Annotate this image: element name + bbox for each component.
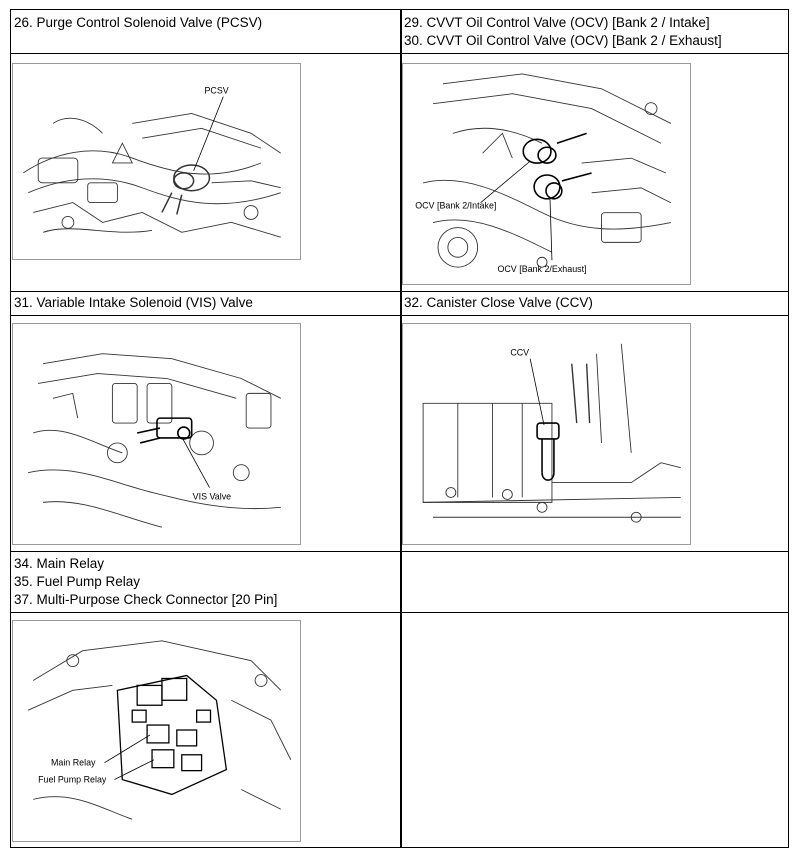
ocv-intake-title: 29. CVVT Oil Control Valve (OCV) [Bank 2 / Intake]: [404, 15, 710, 30]
vis-illustration: [12, 323, 301, 545]
ccv-title: 32. Canister Close Valve (CCV): [404, 295, 593, 310]
ccv-callout: CCV: [510, 347, 530, 358]
relay-box-illustration: [12, 620, 301, 842]
pcsv-callout: PCSV: [204, 85, 229, 96]
vis-engine-drawing: [13, 324, 300, 544]
pcsv-title: 26. Purge Control Solenoid Valve (PCSV): [14, 15, 263, 30]
vis-title: 31. Variable Intake Solenoid (VIS) Valve: [14, 295, 253, 310]
row-divider: [11, 315, 788, 316]
ocv-engine-drawing: [403, 64, 690, 284]
ccv-canister-drawing: [403, 324, 690, 544]
ocv-intake-callout: OCV [Bank 2/Intake]: [415, 200, 497, 211]
ocv-illustration: [402, 63, 691, 285]
main-relay-title: 34. Main Relay: [14, 556, 105, 571]
ocv-exhaust-title: 30. CVVT Oil Control Valve (OCV) [Bank 2 / Exhaust]: [404, 33, 722, 48]
row-divider: [11, 53, 788, 54]
relay-box-drawing: [13, 621, 300, 841]
pcsv-illustration: [12, 63, 301, 260]
main-relay-callout: Main Relay: [50, 757, 96, 768]
ccv-illustration: [402, 323, 691, 545]
check-connector-title: 37. Multi-Purpose Check Connector [20 Pin]: [14, 592, 278, 607]
fuel-pump-relay-callout: Fuel Pump Relay: [38, 774, 107, 785]
row-divider: [11, 291, 788, 292]
ocv-exhaust-callout: OCV [Bank 2/Exhaust]: [497, 264, 587, 275]
fuel-pump-relay-title: 35. Fuel Pump Relay: [14, 574, 141, 589]
vis-callout: VIS Valve: [192, 491, 232, 502]
row-divider: [11, 551, 788, 552]
row-divider: [11, 612, 788, 613]
pcsv-engine-drawing: [13, 64, 300, 259]
